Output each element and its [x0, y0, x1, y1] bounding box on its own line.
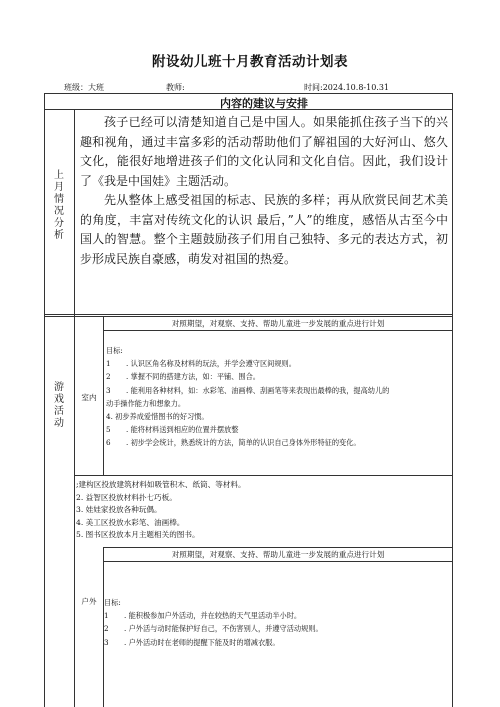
- outdoor-label: 户外: [81, 597, 97, 606]
- document-title: 附设幼儿班十月教育活动计划表: [152, 54, 348, 70]
- list-item: 6 . 初步学会统计，熟悉统计的方法，简单的认识自己身体外形特征的变化。: [106, 438, 361, 448]
- list-item: 3 . 能利用各种材料，如：水彩笔、油画棒、刮画笔等来表现出最棒的我，提高幼儿的: [106, 385, 390, 395]
- list-item: 1 . 认识区角名称及材料的玩法，并学会遵守区间规则。: [106, 359, 296, 369]
- list-item: 2 . 掌握不同的搭建方法，如：平铺、围合。: [106, 372, 260, 382]
- list-item: 2. 益智区投放材料扑七巧板。: [76, 492, 177, 502]
- analysis-paragraph-2: 先从整体上感受祖国的标志、民族的多样；再从欣赏民间艺术美的角度，丰富对传统文化的认识 最后，”人”的维度，感悟从古至今中国人的智慧。整个主题鼓励孩子们用自己独特、多元的表达方式，初步形成民族自豪感，萌发对祖国的热爱。: [80, 193, 448, 266]
- outdoor-goal-label: 目标:: [104, 598, 121, 607]
- indoor-column-divider: [103, 316, 104, 475]
- list-item: 3 . 户外活动时在老师的提醒下能及时的增减衣服。: [104, 637, 280, 647]
- list-item: 4. 美工区投放水彩笔、油画棒。: [76, 517, 185, 527]
- list-item: 4. 初步养成爱惜图书的好习惯。: [106, 412, 209, 422]
- game-top-divider: [44, 316, 453, 317]
- indoor-goal-label: 目标:: [106, 346, 123, 355]
- indoor-area-materials: [76, 479, 246, 542]
- label-column-divider: [74, 109, 75, 707]
- analysis-paragraph-1: 孩子已经可以清楚知道自己是中国人。如果能抓住孩子当下的兴趣和视角，通过丰富多彩的活动帮助他们了解祖国的大好河山、悠久文化，能很好地增进孩子们的文化认同和文化自信。因此，我们设计了《我是中国娃》主题活动。: [80, 115, 448, 188]
- list-item: 5. 图书区投放本月主题相关的图书。: [76, 530, 200, 540]
- list-item: 2 . 户外活与动时能保护好自己，不伤害别人，并遵守活动规则。: [104, 624, 323, 634]
- list-item: 动手操作能力和想象力。: [106, 398, 186, 408]
- list-item: ;建构区投放建筑材料如吸管积木、纸筒、等材料。: [76, 480, 246, 489]
- outdoor-note-divider: [103, 561, 453, 562]
- time-label: 时间:2024.10.8-10.31: [304, 83, 390, 92]
- last-month-label: 上月情况分析: [54, 170, 64, 241]
- section-header: 内容的建议与安排: [220, 97, 308, 110]
- indoor-plan-note: 对照期望，对观察、支持、帮助儿童进一步发展的重点进行计划: [171, 319, 385, 328]
- indoor-goals: [106, 344, 389, 450]
- outdoor-goals: [104, 596, 323, 649]
- analysis-bottom-divider: [44, 314, 453, 315]
- teacher-label: 教师:: [166, 83, 185, 92]
- indoor-label: 室内: [81, 393, 97, 402]
- outdoor-plan-note: 对照期望，对观察、支持、帮助儿童进一步发展的重点进行计划: [171, 550, 385, 559]
- indoor-note-divider: [103, 330, 453, 331]
- list-item: 5 . 能将材料送到相应的位置并摆放整: [106, 425, 239, 435]
- list-item: 1 . 能积极参加户外活动，并在较热的天气里活动半小时。: [104, 611, 302, 621]
- list-item: 3. 娃娃家投放各种玩偶。: [76, 505, 162, 515]
- game-activity-label: 游戏活动: [54, 382, 64, 429]
- outdoor-top-divider: [103, 547, 453, 548]
- class-label: 班级：大班: [64, 83, 104, 92]
- indoor-areas-divider: [74, 475, 453, 476]
